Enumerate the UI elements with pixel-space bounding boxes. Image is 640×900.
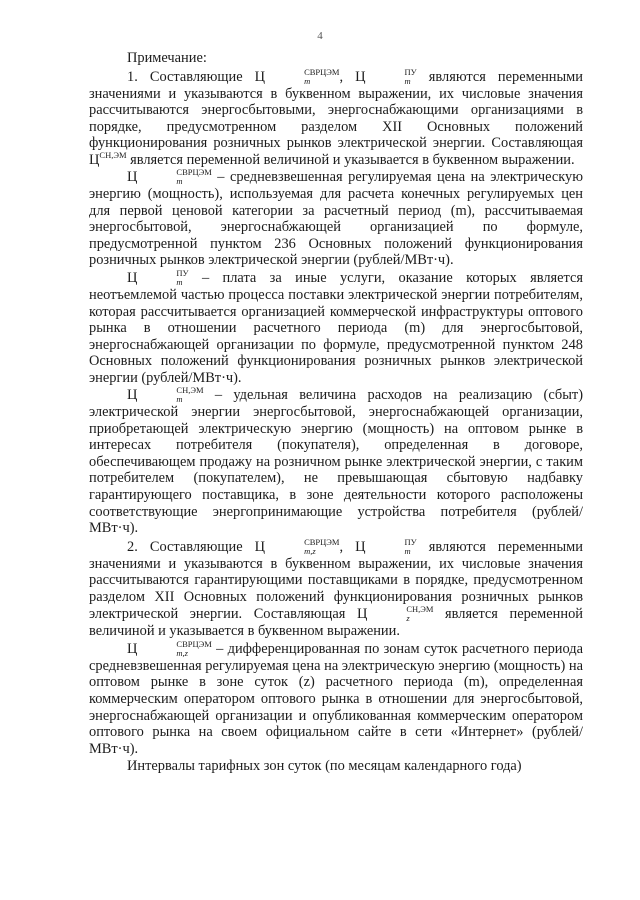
symbol-c-svrtsem-m: Ц СВРЦЭМ m — [127, 167, 212, 187]
p1-body: являются переменными значениями и указываются в буквенном выражении, их числовые значения рассчитываются энергосбытовыми, энергоснабжающими организациями в порядке, предусмотренном разделом XII Основных положений функционирования розничных рынков электрической энергии. Составляющая — [89, 68, 583, 152]
paragraph-def-snem: Ц СН,ЭМ m – удельная величина расходов на реализацию (сбыт) электрической энергии энергосбытовой, энергоснабжающей организации, приобретающей электрическую энергию (мощность) на оптовом рынке в интересах потребителя (покупателя), определенная в договоре, обеспечивающем продажу на розничном рынке электрической энергии, с таким потребителем (покупателем), не превышающая сбытовую надбавку гарантирующего поставщика, в зоне деятельности которого расположены соответствующие энергопринимающие устройства потребителя (рублей/МВт·ч). — [89, 385, 583, 537]
symbol-c-snem: $Ц^{СН,ЭМ}$ — [89, 149, 127, 168]
paragraph-1: 1. Составляющие Ц СВРЦЭМ m , Ц ПУ m являются переменными значениями и указываются в буквенном выражении, их числовые значения рассчитываются энергосбытовыми, энергоснабжающими организациями в порядке, предусмотренном разделом XII Основных положений функционирования розничных рынков электрической энергии. Составляющая $Ц^{СН,ЭМ}$ является переменной величиной и указывается в буквенном выражении. — [89, 66, 583, 168]
symbol-c-svrtsem-mz: Ц СВРЦЭМ m,z — [127, 638, 212, 658]
symbol-c-snem-m: Ц СН,ЭМ m — [127, 385, 204, 405]
paragraph-def-pu: Ц ПУ m – плата за иные услуги, оказание которых является неотъемлемой частью процесса поставки электрической энергии потребителям, которая рассчитывается организацией коммерческой инфраструктуры оптового рынка в отношении расчетного периода (m) для энергосбытовой, энергоснабжающей организации по формуле, предусмотренной пунктом 248 Основных положений функционирования розничных рынков электрической энергии (рублей/МВт·ч). — [89, 268, 583, 386]
symbol-c-pu-m: Ц ПУ m — [127, 268, 189, 288]
symbol-c-pu-m: Ц ПУ m — [355, 536, 417, 556]
note-heading: Примечание: — [127, 50, 207, 66]
symbol-c-svrtsem-mz: Ц СВРЦЭМ m,z — [254, 536, 340, 556]
p1-intro: 1. Составляющие — [127, 68, 243, 85]
symbol-c-pu-m: Ц ПУ m — [355, 66, 417, 86]
paragraph-2: 2. Составляющие Ц СВРЦЭМ m,z , Ц ПУ m являются переменными значениями и указываются в буквенном выражении, их числовые значения рассчитываются гарантирующими поставщиками в порядке, предусмотренном разделом XII Основных положений функционирования розничных рынков электрической энергии. Составляющая Ц СН,ЭМ z является переменной величиной и указывается в буквенном выражении. — [89, 536, 583, 640]
paragraph-intervals: Интервалы тарифных зон суток (по месяцам календарного года) — [127, 758, 522, 775]
paragraph-def-svrtsem: Ц СВРЦЭМ m – средневзвешенная регулируемая цена на электрическую энергию (мощность), используемая для расчета конечных регулируемых цен для первой ценовой категории за расчетный период (m), рассчитываемая энергосбытовой, энергоснабжающей организацией по формуле, предусмотренной пунктом 236 Основных положений функционирования розничных рынков электрической энергии (рублей/МВт·ч). — [89, 167, 583, 269]
paragraph-def-svrtsem-mz: Ц СВРЦЭМ m,z – дифференцированная по зонам суток расчетного периода средневзвешенная регулируемая цена на электрическую энергию (мощность) на оптовом рынке в зоне суток (z) расчетного периода (m), определенная коммерческим оператором оптового рынка в отношении для энергосбытовой, энергоснабжающей организации и опубликованная коммерческим оператором оптового рынка на своем официальном сайте в сети «Интернет» (рублей/МВт·ч). — [89, 638, 583, 757]
document-body — [89, 50, 583, 775]
p1-tail: является переменной величиной и указывается в буквенном выражении. — [130, 151, 575, 168]
page-number: 4 — [317, 30, 323, 42]
symbol-c-svrtsem-m: Ц СВРЦЭМ m — [254, 66, 340, 86]
symbol-c-snem-z: Ц СН,ЭМ z — [356, 604, 434, 624]
